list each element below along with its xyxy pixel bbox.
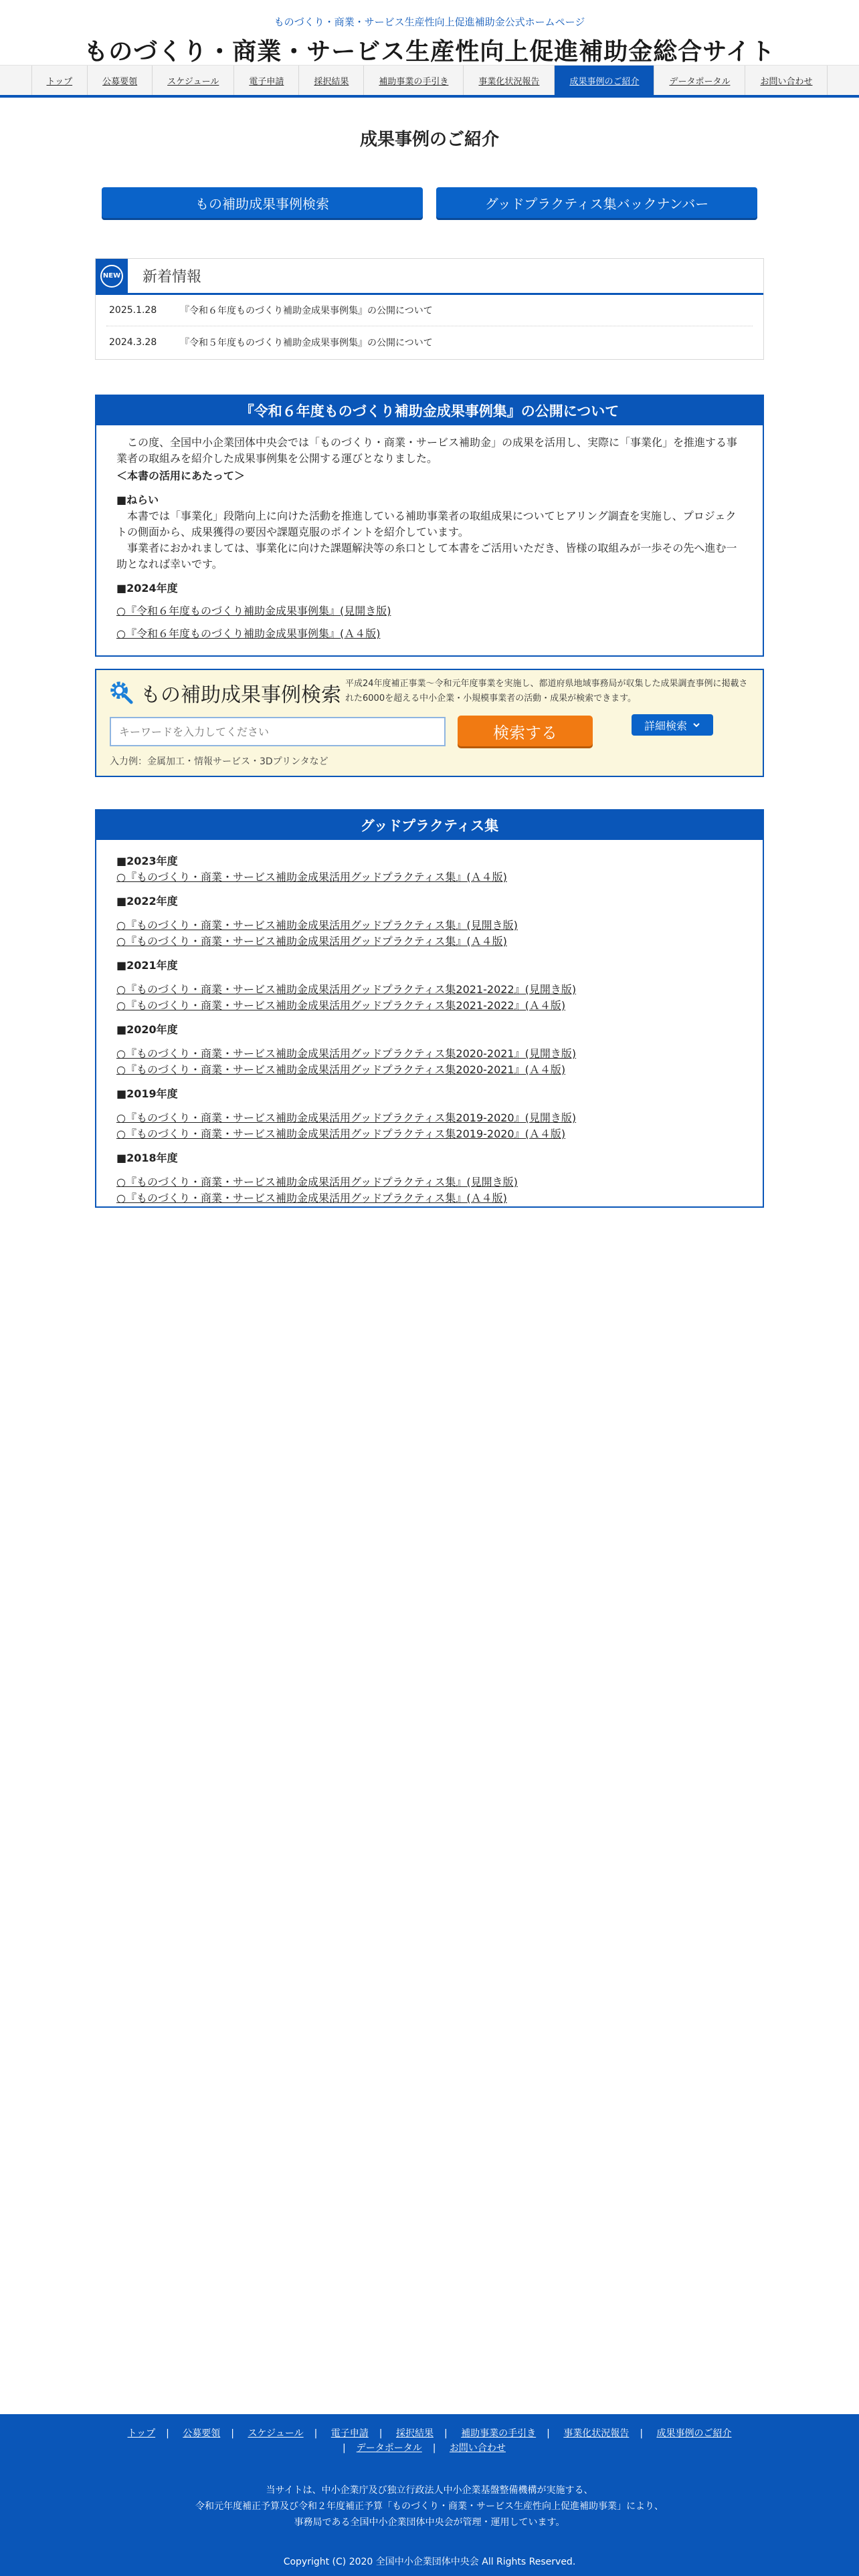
year-heading: ■2020年度: [116, 1023, 178, 1036]
search-button[interactable]: 検索する: [458, 716, 593, 746]
footer-note: [0, 2482, 859, 2531]
site-footer: [0, 2414, 859, 2576]
footer-link-report[interactable]: 事業化状況報告: [563, 2428, 630, 2439]
year-heading: ■2021年度: [116, 959, 178, 972]
nav-item-label[interactable]: 電子申請: [249, 76, 284, 87]
footer-nav: トップ | 公募要領 | スケジュール | 電子申請 | 採択結果 | 補助事業の手引き | 事業化状況報告 | 成果事例のご紹介 | データポータル | お問い合わせ: [0, 2426, 859, 2456]
nav-item-label[interactable]: 採択結果: [314, 76, 349, 87]
nav-item-label[interactable]: スケジュール: [167, 76, 219, 87]
year-heading: ■2018年度: [116, 1152, 178, 1164]
footer-link-guide[interactable]: 補助事業の手引き: [461, 2428, 537, 2439]
aim-text: 事業者におかれましては、事業化に向けた課題解決等の糸口として本書をご活用いただき、皆様の取組みが一歩その先へ進む一助となれば幸いです。: [116, 542, 737, 570]
nav-item-label[interactable]: 成果事例のご紹介: [569, 76, 640, 87]
goodpractice-link[interactable]: ○『ものづくり・商業・サービス補助金成果活用グッドプラクティス集2020-2021』(見開き版): [116, 1047, 577, 1060]
news-date: 2025.1.28: [109, 305, 157, 316]
case-search-button[interactable]: もの補助成果事例検索: [102, 187, 423, 218]
nav-item-label[interactable]: 補助事業の手引き: [379, 76, 449, 87]
goodpractice-link[interactable]: ○『ものづくり・商業・サービス補助金成果活用グッドプラクティス集』(Ａ４版): [116, 871, 507, 883]
detail-search-label: 詳細検索: [644, 719, 687, 732]
goodpractice-link[interactable]: ○『ものづくり・商業・サービス補助金成果活用グッドプラクティス集2019-2020』(見開き版): [116, 1111, 577, 1124]
casebook-link-a4[interactable]: ○『令和６年度ものづくり補助金成果事例集』(Ａ４版): [116, 627, 381, 640]
search-example: 入力例：金属加工・情報サービス・3Dプリンタなど: [110, 756, 328, 767]
footer-link-e-application[interactable]: 電子申請: [330, 2428, 369, 2439]
casebook-body: [96, 425, 763, 650]
nav-item-guidelines[interactable]: [87, 66, 152, 95]
nav-item-report[interactable]: [463, 66, 554, 95]
nav-item-top[interactable]: [31, 66, 88, 95]
footer-link-results[interactable]: 採択結果: [395, 2428, 434, 2439]
global-nav: [0, 66, 859, 98]
nav-item-guide[interactable]: [363, 66, 463, 95]
site-header: [0, 0, 859, 66]
goodpractice-section: [95, 809, 764, 1208]
goodpractice-link[interactable]: ○『ものづくり・商業・サービス補助金成果活用グッドプラクティス集』(Ａ４版): [116, 1192, 507, 1204]
casebook-link-spread[interactable]: ○『令和６年度ものづくり補助金成果事例集』(見開き版): [116, 605, 391, 617]
footer-note-line: 当サイトは、中小企業庁及び独立行政法人中小企業基盤整備機構が実施する、: [266, 2485, 593, 2496]
goodpractice-link[interactable]: ○『ものづくり・商業・サービス補助金成果活用グッドプラクティス集』(見開き版): [116, 1176, 518, 1188]
goodpractice-title: グッドプラクティス集: [96, 811, 763, 840]
site-subtitle: ものづくり・商業・サービス生産性向上促進補助金公式ホームページ: [274, 16, 585, 28]
goodpractice-link[interactable]: ○『ものづくり・商業・サービス補助金成果活用グッドプラクティス集2019-2020』(Ａ４版): [116, 1128, 566, 1140]
new-badge-label: NEW: [100, 265, 123, 288]
nav-item-results[interactable]: [298, 66, 363, 95]
casebook-title: 『令和６年度ものづくり補助金成果事例集』の公開について: [96, 396, 763, 425]
backnumber-button[interactable]: グッドプラクティス集バックナンバー: [436, 187, 757, 218]
year-heading: ■2019年度: [116, 1087, 178, 1100]
news-panel: [95, 258, 764, 360]
aim-heading: ■ねらい: [116, 494, 159, 506]
nav-item-e-application[interactable]: [233, 66, 298, 95]
case-search-panel: [95, 669, 764, 777]
year-heading: ■2024年度: [116, 582, 178, 595]
detail-search-button[interactable]: [632, 714, 713, 736]
footer-note-line: 令和元年度補正予算及び令和２年度補正予算「ものづくり・商業・サービス生産性向上促進補助事業」により、: [195, 2501, 664, 2512]
goodpractice-link[interactable]: ○『ものづくり・商業・サービス補助金成果活用グッドプラクティス集』(見開き版): [116, 919, 518, 932]
goodpractice-link[interactable]: ○『ものづくり・商業・サービス補助金成果活用グッドプラクティス集2021-2022』(Ａ４版): [116, 999, 566, 1012]
footer-link-case-studies[interactable]: 成果事例のご紹介: [656, 2428, 732, 2439]
nav-item-label[interactable]: データポータル: [669, 76, 731, 87]
news-header: [96, 259, 763, 295]
year-heading: ■2022年度: [116, 895, 178, 907]
nav-item-label[interactable]: お問い合わせ: [760, 76, 813, 87]
nav-item-case-studies[interactable]: [554, 66, 654, 95]
search-input[interactable]: [110, 717, 446, 746]
casebook-intro: この度、全国中小企業団体中央会では「ものづくり・商業・サービス補助金」の成果を活用し、実際に「事業化」を推進する事業者の取組みを紹介した成果事例集を公開する運びとなりました。: [116, 436, 738, 465]
page-title: 成果事例のご紹介: [359, 130, 499, 150]
footer-link-guidelines[interactable]: 公募要領: [183, 2428, 221, 2439]
footer-note-line: 事務局である全国中小企業団体中央会が管理・運用しています。: [294, 2517, 565, 2528]
news-link[interactable]: 『令和６年度ものづくり補助金成果事例集』の公開について: [180, 306, 433, 316]
chevron-down-icon: [692, 721, 700, 729]
news-item: [106, 326, 753, 358]
goodpractice-body: [96, 840, 763, 1214]
search-title: もの補助成果事例検索: [140, 683, 341, 707]
top-button-row: [102, 187, 757, 218]
nav-item-schedule[interactable]: [152, 66, 233, 95]
nav-item-contact[interactable]: [745, 66, 828, 95]
nav-item-label[interactable]: トップ: [46, 76, 73, 87]
news-list: [96, 295, 763, 359]
footer-link-data-portal[interactable]: データポータル: [356, 2443, 422, 2454]
news-date: 2024.3.28: [109, 336, 157, 348]
news-title: 新着情報: [142, 269, 202, 286]
copyright: Copyright (C) 2020 全国中小企業団体中央会 All Rights Reserved.: [283, 2557, 576, 2567]
search-gear-icon: [108, 679, 134, 705]
goodpractice-link[interactable]: ○『ものづくり・商業・サービス補助金成果活用グッドプラクティス集2021-2022』(見開き版): [116, 983, 577, 996]
nav-item-label[interactable]: 公募要領: [102, 76, 138, 87]
usage-heading: ＜本書の活用にあたって＞: [116, 469, 246, 482]
new-badge-icon: [96, 259, 128, 293]
goodpractice-link[interactable]: ○『ものづくり・商業・サービス補助金成果活用グッドプラクティス集』(Ａ４版): [116, 935, 507, 948]
aim-text: 本書では「事業化」段階向上に向けた活動を推進している補助事業者の取組成果についてヒアリング調査を実施し、プロジェクトの側面から、成果獲得の要因や課題克服のポイントを紹介しています。: [116, 510, 737, 538]
year-heading: ■2023年度: [116, 855, 178, 867]
footer-link-contact[interactable]: お問い合わせ: [449, 2443, 506, 2454]
site-title[interactable]: ものづくり・商業・サービス生産性向上促進補助金総合サイト: [84, 38, 775, 66]
footer-link-schedule[interactable]: スケジュール: [248, 2428, 304, 2439]
news-item: [106, 295, 753, 326]
goodpractice-link[interactable]: ○『ものづくり・商業・サービス補助金成果活用グッドプラクティス集2020-2021』(Ａ４版): [116, 1063, 566, 1076]
footer-link-top[interactable]: トップ: [127, 2428, 156, 2439]
news-link[interactable]: 『令和５年度ものづくり補助金成果事例集』の公開について: [180, 337, 433, 348]
nav-item-data-portal[interactable]: [654, 66, 745, 95]
casebook-section: [95, 395, 764, 657]
search-description: 平成24年度補正事業〜令和元年度事業を実施し、都道府県地域事務局が収集した成果調査事例に掲載された6000を超える中小企業・小規模事業者の活動・成果が検索できます。: [345, 679, 748, 704]
nav-item-label[interactable]: 事業化状況報告: [478, 76, 540, 87]
